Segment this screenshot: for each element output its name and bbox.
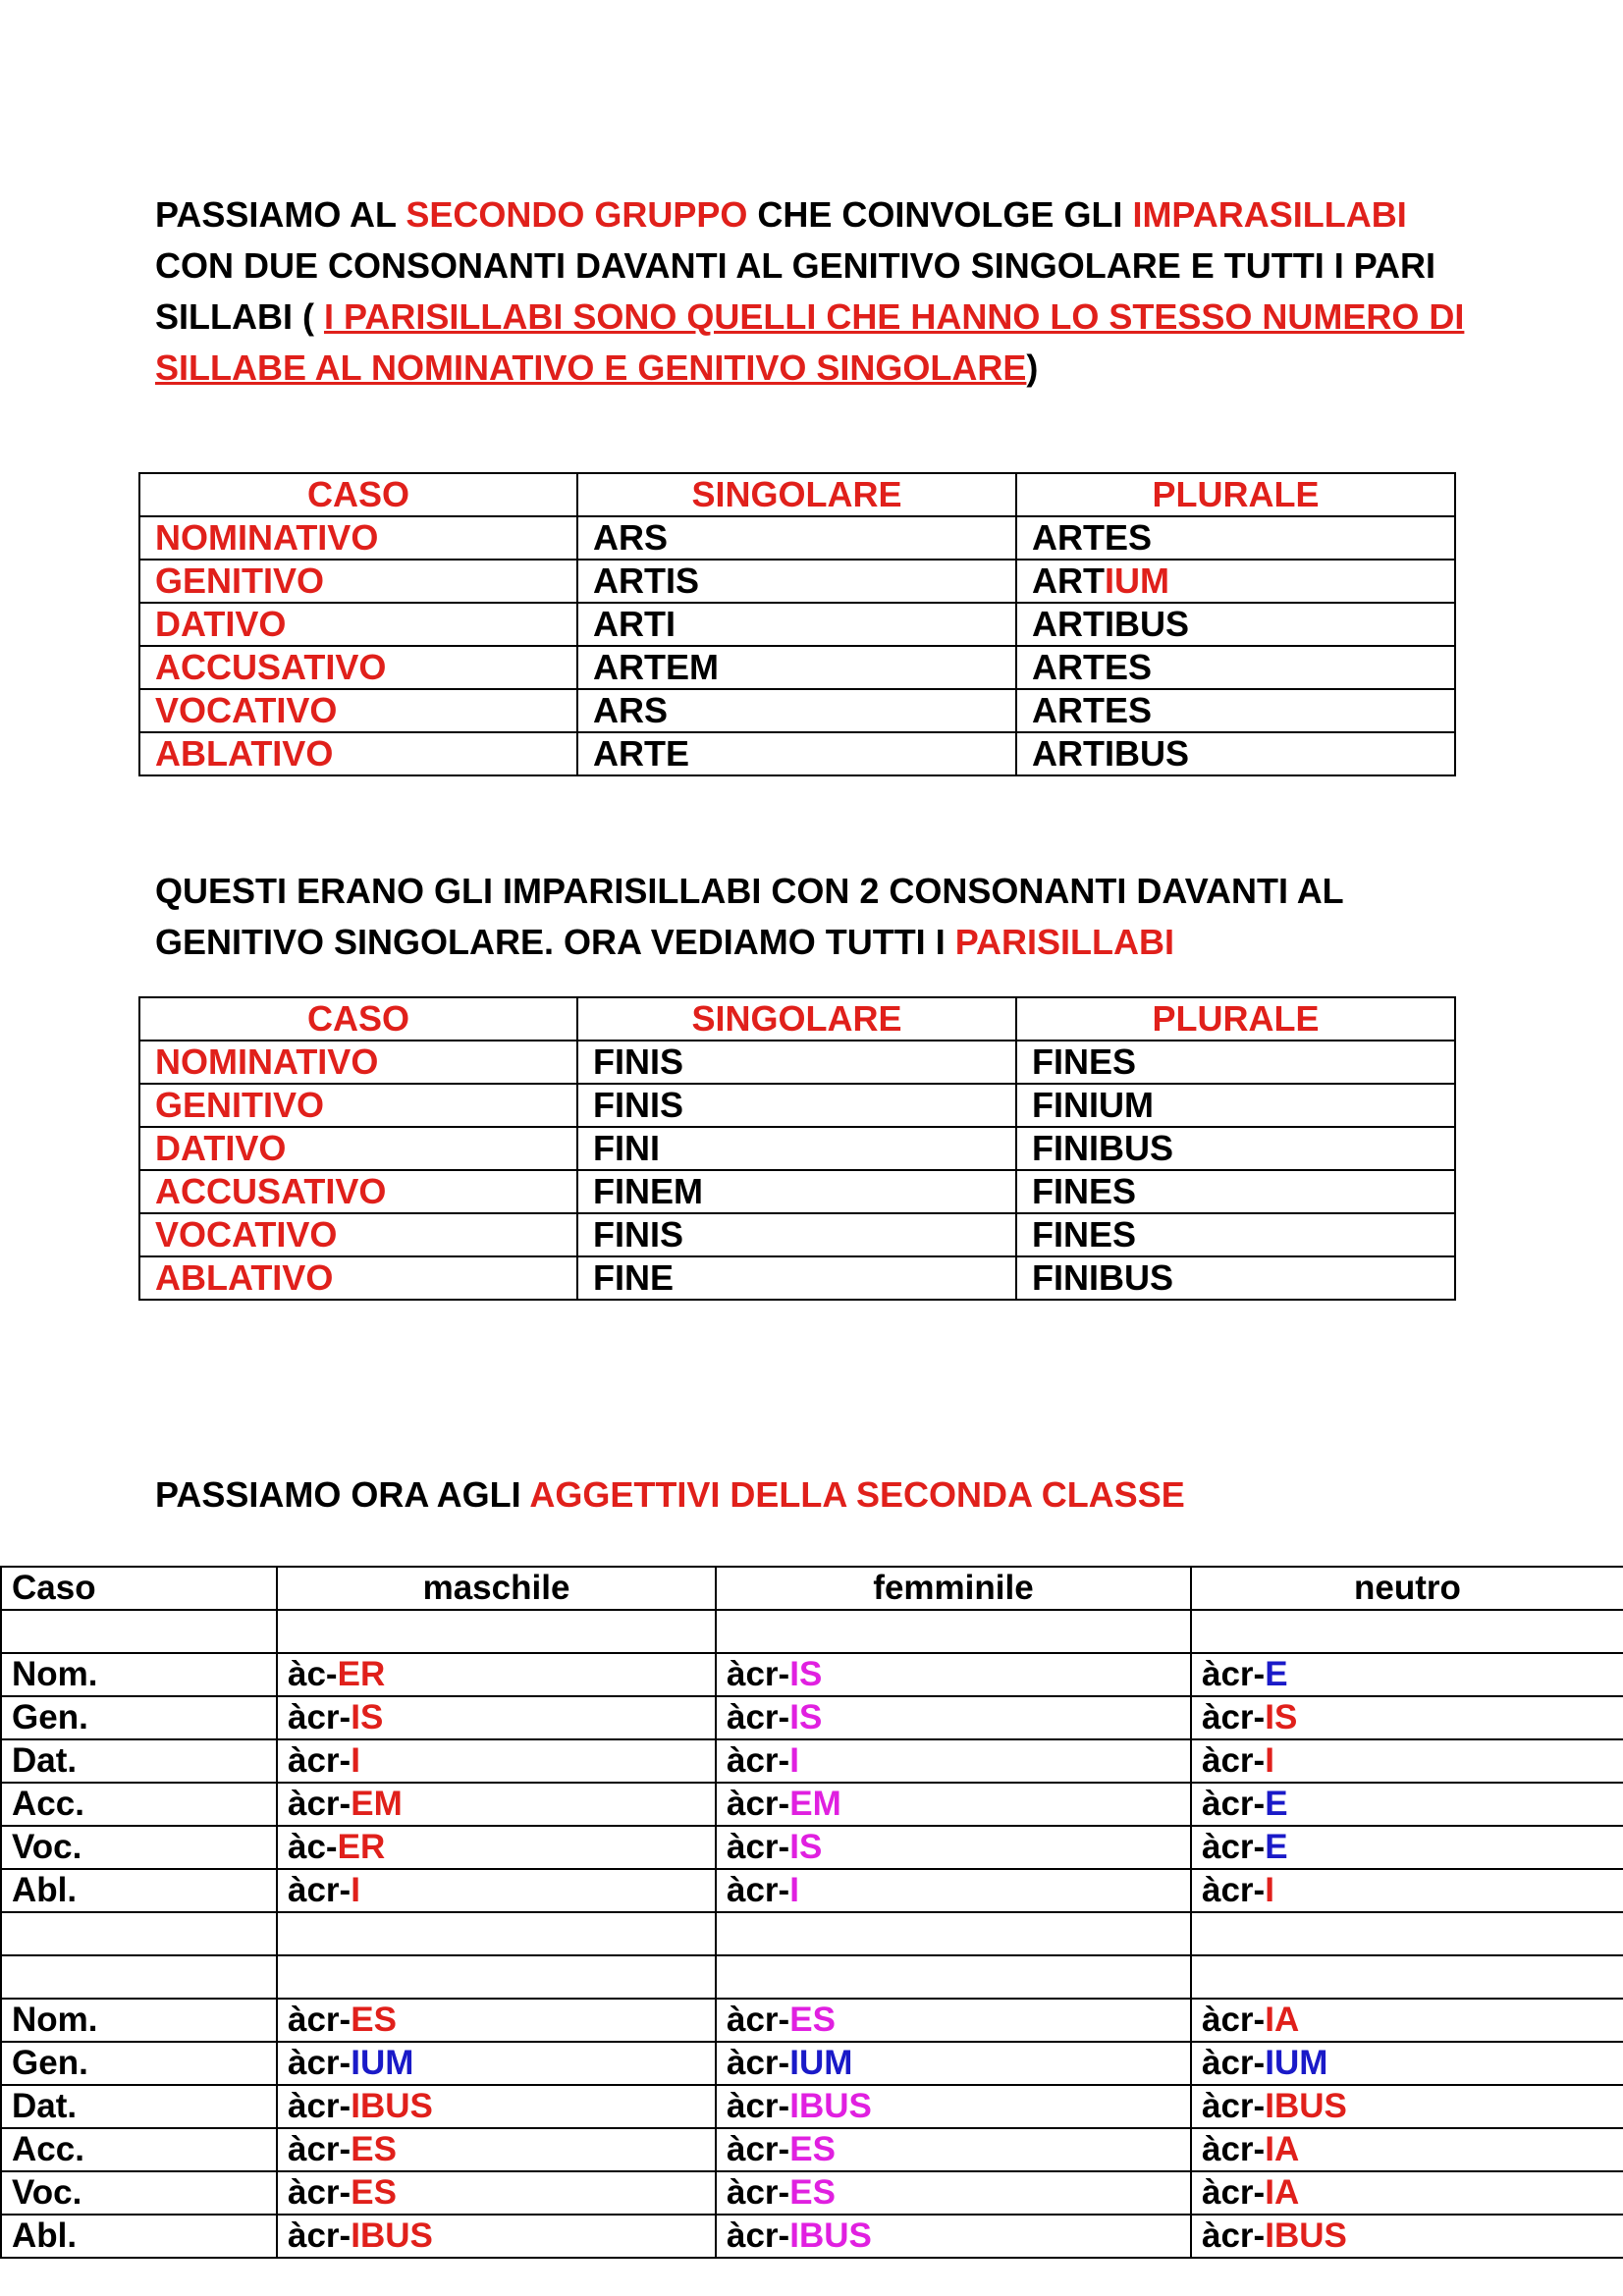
- adj-ending: EM: [351, 1785, 403, 1823]
- plural-cell: ARTIBUS: [1016, 732, 1455, 775]
- adj-ending: E: [1265, 1655, 1288, 1693]
- adj-stem: àcr-: [288, 1785, 352, 1823]
- plural-cell: ARTIUM: [1016, 560, 1455, 603]
- table-row: [139, 1213, 1455, 1256]
- adj-form-cell-m: [277, 1739, 716, 1783]
- adj-stem: àcr-: [1202, 1655, 1266, 1693]
- adj-form-cell-f: [716, 1783, 1191, 1826]
- adj-ending: IUM: [1265, 2044, 1328, 2082]
- table-row: [139, 646, 1455, 689]
- case-cell: GENITIVO: [139, 560, 577, 603]
- case-cell: DATIVO: [139, 603, 577, 646]
- adj-table-row: [1, 1696, 1623, 1739]
- table-row: [139, 1041, 1455, 1084]
- plural-cell: FINIBUS: [1016, 1127, 1455, 1170]
- adj-case-cell: Abl.: [1, 2215, 277, 2258]
- intro-paragraph: [155, 189, 1471, 394]
- adj-stem: àcr-: [727, 2044, 790, 2082]
- adj-ending: IA: [1265, 2130, 1300, 2168]
- adj-table-row: [1, 2042, 1623, 2085]
- singular-cell: ARS: [577, 516, 1016, 560]
- adj-form-cell-m: [277, 1869, 716, 1912]
- adj-table-row: [1, 1826, 1623, 1869]
- adj-case-cell: Abl.: [1, 1869, 277, 1912]
- adj-ending: ES: [351, 2001, 397, 2039]
- adj-form-cell-f: [716, 1826, 1191, 1869]
- intro-text-3: CHE COINVOLGE GLI: [747, 194, 1133, 235]
- plural-cell: ARTIBUS: [1016, 603, 1455, 646]
- adj-table-body: [1, 1610, 1623, 2258]
- singular-cell: ARS: [577, 689, 1016, 732]
- adj-form-cell-n: [1191, 1696, 1623, 1739]
- adj-table-row: [1, 1739, 1623, 1783]
- adj-stem: àcr-: [288, 1871, 352, 1909]
- adj-form-cell-f: [716, 2171, 1191, 2215]
- adj-ending: IA: [1265, 2001, 1300, 2039]
- adj-form-cell-f: [716, 2128, 1191, 2171]
- header-singolare: SINGOLARE: [577, 997, 1016, 1041]
- adj-table-row: [1, 2215, 1623, 2258]
- plural-suffix-highlight: IUM: [1105, 561, 1169, 601]
- adj-stem: àcr-: [727, 2130, 790, 2168]
- table-row: [139, 560, 1455, 603]
- header-singolare: SINGOLARE: [577, 473, 1016, 516]
- adj-ending: ES: [789, 2130, 836, 2168]
- singular-cell: ARTI: [577, 603, 1016, 646]
- singular-cell: FINEM: [577, 1170, 1016, 1213]
- adj-ending: IS: [789, 1828, 823, 1866]
- adj-form-cell-n: [1191, 1610, 1623, 1653]
- intro-text-5: CON DUE CONSONANTI DAVANTI AL GENITIVO SINGOLARE E TUTTI I PARI SILLABI (: [155, 245, 1436, 337]
- adj-form-cell-m: [277, 1999, 716, 2042]
- adj-case-cell: Gen.: [1, 1696, 277, 1739]
- table-header-row: [139, 473, 1455, 516]
- adj-form-cell-m: [277, 1955, 716, 1999]
- adj-ending: E: [1265, 1828, 1288, 1866]
- adj-stem: àcr-: [727, 2087, 790, 2125]
- adj-case-cell: Nom.: [1, 1653, 277, 1696]
- table-header-row: [139, 997, 1455, 1041]
- adj-case-cell: [1, 1912, 277, 1955]
- case-cell: ACCUSATIVO: [139, 1170, 577, 1213]
- adj-stem: àcr-: [1202, 2173, 1266, 2212]
- adj-stem: àcr-: [288, 2130, 352, 2168]
- plural-cell: FINES: [1016, 1041, 1455, 1084]
- adj-stem: àcr-: [288, 1698, 352, 1736]
- singular-cell: FINIS: [577, 1084, 1016, 1127]
- adj-ending: ER: [337, 1655, 386, 1693]
- adj-form-cell-f: [716, 2085, 1191, 2128]
- adj-header-row: [1, 1567, 1623, 1610]
- adj-form-cell-m: [277, 2042, 716, 2085]
- adj-ending: IS: [351, 1698, 384, 1736]
- adj-form-cell-n: [1191, 1912, 1623, 1955]
- adj-form-cell-n: [1191, 2171, 1623, 2215]
- adj-ending: I: [789, 1741, 799, 1780]
- adj-stem: àcr-: [288, 2001, 352, 2039]
- adj-form-cell-n: [1191, 1869, 1623, 1912]
- adj-ending: IBUS: [1265, 2216, 1347, 2255]
- adj-stem: àcr-: [727, 2001, 790, 2039]
- adj-stem: àcr-: [1202, 2130, 1266, 2168]
- adj-table-row: [1, 1610, 1623, 1653]
- adj-stem: àcr-: [288, 2173, 352, 2212]
- adj-case-cell: Dat.: [1, 2085, 277, 2128]
- adj-stem: àcr-: [288, 2087, 352, 2125]
- adj-stem: àcr-: [1202, 1741, 1266, 1780]
- case-cell: ABLATIVO: [139, 1256, 577, 1300]
- adj-stem: àcr-: [727, 1655, 790, 1693]
- adj-stem: àc-: [288, 1828, 338, 1866]
- declension-table-ars: [138, 472, 1456, 776]
- adj-ending: ES: [351, 2130, 397, 2168]
- adj-form-cell-m: [277, 1826, 716, 1869]
- intro-highlight-imparasillabi: IMPARASILLABI: [1132, 194, 1407, 235]
- adj-stem: àc-: [288, 1655, 338, 1693]
- plural-cell: FINES: [1016, 1213, 1455, 1256]
- adj-ending: IBUS: [789, 2216, 872, 2255]
- adjective-declension-table: [0, 1566, 1623, 2259]
- table-row: [139, 732, 1455, 775]
- adj-stem: àcr-: [1202, 2216, 1266, 2255]
- adj-form-cell-n: [1191, 2215, 1623, 2258]
- adj-table-row: [1, 2128, 1623, 2171]
- adj-form-cell-f: [716, 1912, 1191, 1955]
- adj-form-cell-n: [1191, 1739, 1623, 1783]
- declension-table-finis: [138, 996, 1456, 1301]
- plural-cell: FINIBUS: [1016, 1256, 1455, 1300]
- header-neutro: neutro: [1191, 1567, 1623, 1610]
- plural-cell: FINES: [1016, 1170, 1455, 1213]
- adj-stem: àcr-: [288, 2044, 352, 2082]
- singular-cell: FINE: [577, 1256, 1016, 1300]
- table-row: [139, 516, 1455, 560]
- case-cell: NOMINATIVO: [139, 516, 577, 560]
- adj-form-cell-n: [1191, 1826, 1623, 1869]
- middle-text-1: QUESTI ERANO GLI IMPARISILLABI CON 2 CONSONANTI DAVANTI AL GENITIVO SINGOLARE. ORA VEDIAMO TUTTI I: [155, 871, 1344, 962]
- header-femminile: femminile: [716, 1567, 1191, 1610]
- adj-ending: ER: [337, 1828, 386, 1866]
- adj-ending: IS: [789, 1698, 823, 1736]
- adj-ending: ES: [789, 2001, 836, 2039]
- adj-form-cell-m: [277, 2128, 716, 2171]
- adj-form-cell-m: [277, 2085, 716, 2128]
- adj-ending: IBUS: [1265, 2087, 1347, 2125]
- singular-cell: FINIS: [577, 1041, 1016, 1084]
- singular-cell: ARTIS: [577, 560, 1016, 603]
- adj-form-cell-f: [716, 1696, 1191, 1739]
- adj-stem: àcr-: [727, 1741, 790, 1780]
- adj-stem: àcr-: [727, 1828, 790, 1866]
- header-plurale: PLURALE: [1016, 997, 1455, 1041]
- intro-text-1: PASSIAMO AL: [155, 194, 406, 235]
- adj-stem: àcr-: [1202, 2044, 1266, 2082]
- adj-case-cell: Dat.: [1, 1739, 277, 1783]
- adj-ending: IBUS: [789, 2087, 872, 2125]
- adj-case-cell: Voc.: [1, 2171, 277, 2215]
- adj-form-cell-m: [277, 2215, 716, 2258]
- table-row: [139, 1170, 1455, 1213]
- adj-stem: àcr-: [288, 1741, 352, 1780]
- adj-form-cell-n: [1191, 1955, 1623, 1999]
- adj-ending: IBUS: [351, 2087, 433, 2125]
- table-row: [139, 1256, 1455, 1300]
- header-plurale: PLURALE: [1016, 473, 1455, 516]
- adj-ending: IBUS: [351, 2216, 433, 2255]
- adj-form-cell-m: [277, 1653, 716, 1696]
- adj-case-cell: Acc.: [1, 1783, 277, 1826]
- table-row: [139, 603, 1455, 646]
- adj-ending: IA: [1265, 2173, 1300, 2212]
- adj-table-row: [1, 1955, 1623, 1999]
- middle-highlight-parisillabi: PARISILLABI: [954, 922, 1175, 962]
- adj-form-cell-f: [716, 1653, 1191, 1696]
- case-cell: GENITIVO: [139, 1084, 577, 1127]
- adj-form-cell-f: [716, 1999, 1191, 2042]
- adj-form-cell-m: [277, 1783, 716, 1826]
- case-cell: VOCATIVO: [139, 1213, 577, 1256]
- adj-stem: àcr-: [727, 2216, 790, 2255]
- adj-case-cell: [1, 1610, 277, 1653]
- adj-ending: ES: [789, 2173, 836, 2212]
- adj-case-cell: Voc.: [1, 1826, 277, 1869]
- adj-form-cell-n: [1191, 2085, 1623, 2128]
- plural-cell: ARTES: [1016, 646, 1455, 689]
- adj-table-row: [1, 1912, 1623, 1955]
- adj-form-cell-f: [716, 1610, 1191, 1653]
- adj-ending: IS: [789, 1655, 823, 1693]
- adj-form-cell-n: [1191, 1653, 1623, 1696]
- plural-cell: ARTES: [1016, 689, 1455, 732]
- adj-stem: àcr-: [1202, 1828, 1266, 1866]
- adj-ending: EM: [789, 1785, 841, 1823]
- singular-cell: ARTEM: [577, 646, 1016, 689]
- adj-intro-highlight: AGGETTIVI DELLA SECONDA CLASSE: [529, 1474, 1185, 1515]
- adj-form-cell-n: [1191, 1999, 1623, 2042]
- adj-table-row: [1, 2171, 1623, 2215]
- adj-form-cell-f: [716, 1955, 1191, 1999]
- adj-case-cell: Gen.: [1, 2042, 277, 2085]
- adj-stem: àcr-: [727, 1785, 790, 1823]
- case-cell: DATIVO: [139, 1127, 577, 1170]
- adj-ending: IUM: [351, 2044, 414, 2082]
- adj-stem: àcr-: [1202, 1785, 1266, 1823]
- case-cell: ABLATIVO: [139, 732, 577, 775]
- singular-cell: FINI: [577, 1127, 1016, 1170]
- adj-form-cell-m: [277, 1912, 716, 1955]
- intro-definition-parisillabi: I PARISILLABI SONO QUELLI CHE HANNO LO STESSO NUMERO DI SILLABE AL NOMINATIVO E GENITIVO SINGOLARE: [155, 296, 1465, 388]
- table-row: [139, 1084, 1455, 1127]
- adj-stem: àcr-: [1202, 2087, 1266, 2125]
- adj-table-row: [1, 1869, 1623, 1912]
- adj-form-cell-m: [277, 1610, 716, 1653]
- adj-form-cell-m: [277, 1696, 716, 1739]
- adj-table-row: [1, 1999, 1623, 2042]
- plural-cell: ARTES: [1016, 516, 1455, 560]
- table-row: [139, 1127, 1455, 1170]
- adj-ending: I: [351, 1871, 360, 1909]
- intro-highlight-secondo-gruppo: SECONDO GRUPPO: [406, 194, 748, 235]
- adj-ending: I: [789, 1871, 799, 1909]
- table-row: [139, 689, 1455, 732]
- adj-ending: IS: [1265, 1698, 1298, 1736]
- adj-form-cell-n: [1191, 1783, 1623, 1826]
- adj-case-cell: Nom.: [1, 1999, 277, 2042]
- adj-form-cell-f: [716, 1869, 1191, 1912]
- adj-form-cell-m: [277, 2171, 716, 2215]
- header-caso: CASO: [139, 997, 577, 1041]
- adj-intro-text-1: PASSIAMO ORA AGLI: [155, 1474, 530, 1515]
- adj-case-cell: [1, 1955, 277, 1999]
- adj-ending: IUM: [789, 2044, 853, 2082]
- singular-cell: ARTE: [577, 732, 1016, 775]
- adj-ending: I: [1265, 1741, 1274, 1780]
- plural-cell: FINIUM: [1016, 1084, 1455, 1127]
- adj-table-row: [1, 1653, 1623, 1696]
- adjectives-intro-paragraph: [155, 1469, 1471, 1521]
- adj-stem: àcr-: [288, 2216, 352, 2255]
- adj-stem: àcr-: [1202, 1871, 1266, 1909]
- header-caso: Caso: [1, 1567, 277, 1610]
- adj-stem: àcr-: [1202, 1698, 1266, 1736]
- adj-stem: àcr-: [727, 1698, 790, 1736]
- adj-ending: I: [1265, 1871, 1274, 1909]
- header-caso: CASO: [139, 473, 577, 516]
- case-cell: NOMINATIVO: [139, 1041, 577, 1084]
- adj-form-cell-n: [1191, 2042, 1623, 2085]
- adj-ending: ES: [351, 2173, 397, 2212]
- adj-form-cell-f: [716, 1739, 1191, 1783]
- adj-form-cell-f: [716, 2042, 1191, 2085]
- adj-ending: I: [351, 1741, 360, 1780]
- case-cell: ACCUSATIVO: [139, 646, 577, 689]
- case-cell: VOCATIVO: [139, 689, 577, 732]
- parisillabi-intro-paragraph: [155, 866, 1471, 968]
- adj-form-cell-f: [716, 2215, 1191, 2258]
- adj-case-cell: Acc.: [1, 2128, 277, 2171]
- intro-text-7: ): [1026, 347, 1039, 388]
- adj-stem: àcr-: [727, 1871, 790, 1909]
- adj-table-row: [1, 1783, 1623, 1826]
- adj-table-row: [1, 2085, 1623, 2128]
- singular-cell: FINIS: [577, 1213, 1016, 1256]
- adj-form-cell-n: [1191, 2128, 1623, 2171]
- adj-stem: àcr-: [1202, 2001, 1266, 2039]
- adj-stem: àcr-: [727, 2173, 790, 2212]
- header-maschile: maschile: [277, 1567, 716, 1610]
- adj-ending: E: [1265, 1785, 1288, 1823]
